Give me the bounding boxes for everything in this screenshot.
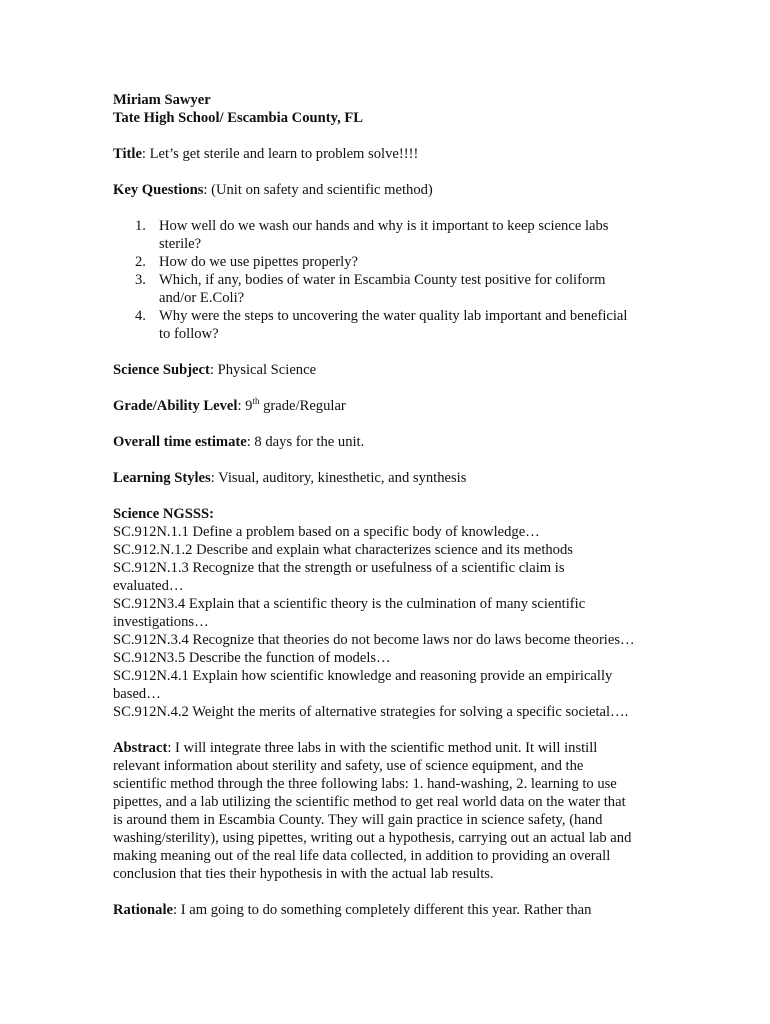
abstract-label: Abstract bbox=[113, 740, 168, 756]
list-item-line: How do we use pipettes properly? bbox=[159, 254, 358, 270]
ngsss-line: SC.912N3.4 Explain that a scientific theory is the culmination of many scientific bbox=[113, 596, 586, 612]
grade-level-line: Grade/Ability Level: 9th grade/Regular bbox=[113, 396, 346, 414]
learning-styles-line: Learning Styles: Visual, auditory, kinesthetic, and synthesis bbox=[113, 470, 467, 486]
title-line: Title: Let’s get sterile and learn to problem solve!!!! bbox=[113, 146, 419, 162]
abstract-line: washing/sterility), using pipettes, writing out a hypothesis, carrying out an actual lab and bbox=[113, 830, 632, 846]
list-item bbox=[135, 271, 673, 307]
author-name: Miriam Sawyer bbox=[113, 92, 211, 108]
list-item-number: 4. bbox=[135, 308, 146, 324]
list-item-line: to follow? bbox=[159, 326, 219, 342]
ngsss-line: SC.912N3.5 Describe the function of models… bbox=[113, 650, 391, 666]
list-item-line: sterile? bbox=[159, 236, 202, 252]
science-subject-line: Science Subject: Physical Science bbox=[113, 362, 317, 378]
ngsss-line: SC.912.N.1.2 Describe and explain what characterizes science and its methods bbox=[113, 542, 573, 558]
key-questions-line: Key Questions: (Unit on safety and scientific method) bbox=[113, 182, 433, 198]
time-estimate-line: Overall time estimate: 8 days for the unit. bbox=[113, 434, 365, 450]
list-item-number: 1. bbox=[135, 218, 146, 234]
ngsss-line: investigations… bbox=[113, 614, 209, 630]
list-item-line: Why were the steps to uncovering the water quality lab important and beneficial bbox=[159, 308, 628, 324]
document-page bbox=[113, 91, 673, 919]
abstract-line: is around them in Escambia County. They will gain practice in science safety, (hand bbox=[113, 812, 603, 828]
abstract-line: Abstract: I will integrate three labs in with the scientific method unit. It will instill bbox=[113, 740, 598, 756]
ngsss-heading: Science NGSSS: bbox=[113, 506, 214, 522]
list-item-line: and/or E.Coli? bbox=[159, 290, 245, 306]
abstract-line: scientific method through the three following labs: 1. hand-washing, 2. learning to use bbox=[113, 776, 617, 792]
science-subject-label: Science Subject bbox=[113, 362, 210, 378]
ngsss-line: SC.912N.4.1 Explain how scientific knowledge and reasoning provide an empirically bbox=[113, 668, 613, 684]
list-item bbox=[135, 253, 673, 271]
science-subject-value: Physical Science bbox=[217, 362, 317, 378]
grade-suffix: th bbox=[252, 396, 260, 406]
ngsss-list bbox=[113, 523, 673, 721]
rationale-label: Rationale bbox=[113, 902, 173, 918]
abstract-text: I will integrate three labs in with the scientific method unit. It will instill bbox=[175, 740, 598, 756]
rationale-text: I am going to do something completely different this year. Rather than bbox=[180, 902, 592, 918]
ngsss-line: SC.912N.1.3 Recognize that the strength or usefulness of a scientific claim is bbox=[113, 560, 565, 576]
abstract-line: conclusion that ties their hypothesis in with the actual lab results. bbox=[113, 866, 494, 882]
ngsss-line: SC.912N.4.2 Weight the merits of alternative strategies for solving a specific societal…. bbox=[113, 704, 629, 720]
grade-number: 9 bbox=[245, 398, 253, 414]
grade-level-value: grade/Regular bbox=[259, 398, 346, 414]
time-estimate-value: 8 days for the unit. bbox=[254, 434, 365, 450]
ngsss-line: evaluated… bbox=[113, 578, 184, 594]
title-value: Let’s get sterile and learn to problem solve!!!! bbox=[149, 146, 419, 162]
abstract-paragraph bbox=[113, 739, 673, 883]
abstract-line: relevant information about sterility and safety, use of science equipment, and the bbox=[113, 758, 584, 774]
rationale-line: Rationale: I am going to do something completely different this year. Rather than bbox=[113, 902, 592, 918]
time-estimate-label: Overall time estimate bbox=[113, 434, 247, 450]
list-item-number: 2. bbox=[135, 254, 146, 270]
learning-styles-label: Learning Styles bbox=[113, 470, 211, 486]
abstract-line: pipettes, and a lab utilizing the scientific method to get real world data on the water that bbox=[113, 794, 626, 810]
key-questions-list bbox=[113, 217, 673, 343]
author-school: Tate High School/ Escambia County, FL bbox=[113, 110, 364, 126]
list-item-number: 3. bbox=[135, 272, 146, 288]
ngsss-line: SC.912N.3.4 Recognize that theories do not become laws nor do laws become theories… bbox=[113, 632, 635, 648]
list-item-line: How well do we wash our hands and why is it important to keep science labs bbox=[159, 218, 609, 234]
learning-styles-value: Visual, auditory, kinesthetic, and synthesis bbox=[218, 470, 467, 486]
ngsss-line: based… bbox=[113, 686, 161, 702]
grade-level-label: Grade/Ability Level bbox=[113, 398, 238, 414]
key-questions-label: Key Questions bbox=[113, 182, 204, 198]
key-questions-value: (Unit on safety and scientific method) bbox=[211, 182, 433, 198]
abstract-line: making meaning out of the real life data collected, in addition to providing an overall bbox=[113, 848, 611, 864]
title-label: Title bbox=[113, 146, 142, 162]
list-item bbox=[135, 307, 673, 343]
list-item bbox=[135, 217, 673, 253]
ngsss-line: SC.912N.1.1 Define a problem based on a specific body of knowledge… bbox=[113, 524, 540, 540]
list-item-line: Which, if any, bodies of water in Escambia County test positive for coliform bbox=[159, 272, 606, 288]
